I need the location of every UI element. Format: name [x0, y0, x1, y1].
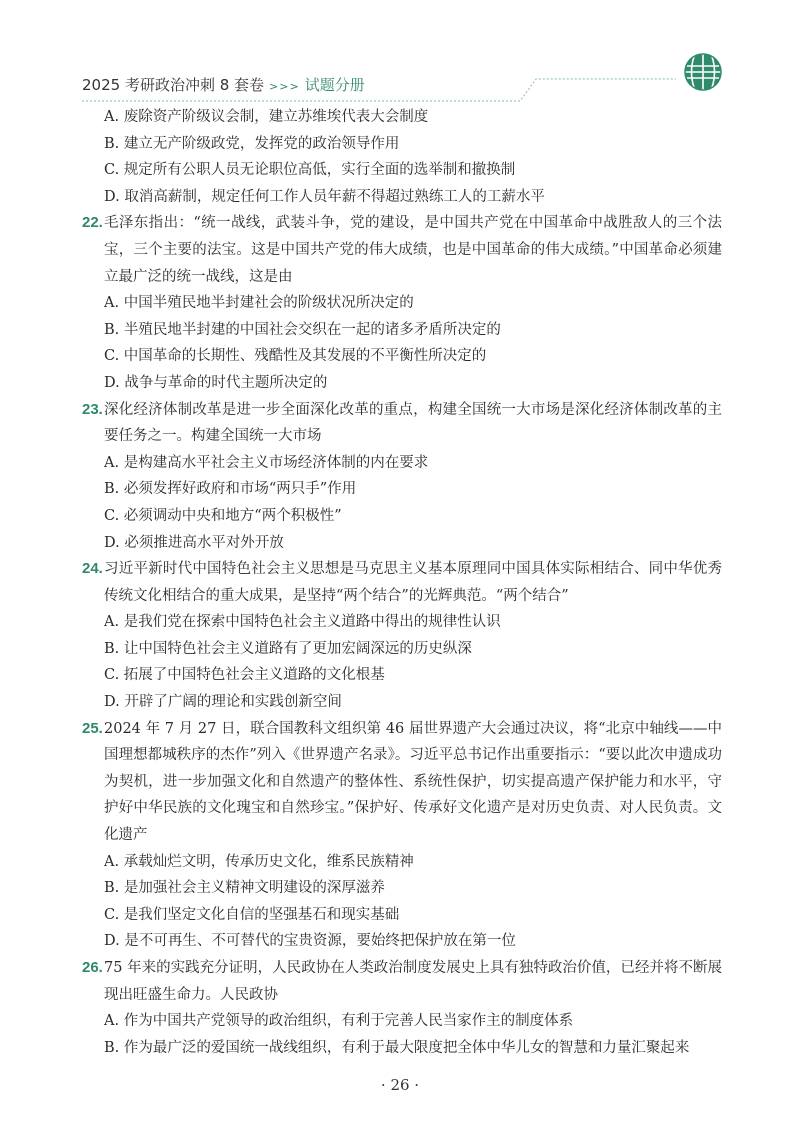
question-stem: 毛泽东指出：“统一战线，武装斗争，党的建设，是中国共产党在中国革命中战胜敌人的三个法宝，三个主要的法宝。这是中国共产党的伟大成绩，也是中国革命的伟大成绩。”中国革命必须建立最广泛的统一战线，这是由 [104, 215, 722, 285]
option-item: A. 承载灿烂文明，传承历史文化，维系民族精神 [104, 853, 414, 870]
option-item: B. 建立无产阶级政党，发挥党的政治领导作用 [104, 135, 400, 152]
question-stem: 深化经济体制改革是进一步全面深化改革的重点，构建全国统一大市场是深化经济体制改革的主要任务之一。构建全国统一大市场 [104, 401, 722, 445]
option-item: C. 拓展了中国特色社会主义道路的文化根基 [104, 667, 385, 684]
question-stem: 2024 年 7 月 27 日，联合国教科文组织第 46 届世界遗产大会通过决议，将“北京中轴线——中国理想都城秩序的杰作”列入《世界遗产名录》。习近平总书记作出重要指示：“要以此次申遗成功为契机，进一步加强文化和自然遗产的整体性、系统性保护，切实提高遗产保护能力和水平，守护好中华民族的文化瑰宝和自然珍宝。”保护好、传承好文化遗产是对历史负责、对人民负责。文化遗产 [104, 720, 722, 844]
option-item: A. 废除资产阶级议会制，建立苏维埃代表大会制度 [104, 109, 429, 125]
option-item: B. 必须发挥好政府和市场“两只手”作用 [104, 481, 357, 498]
option-item: D. 是不可再生、不可替代的宝贵资源，要始终把保护放在第一位 [104, 933, 516, 950]
option-item: C. 必须调动中央和地方“两个积极性” [104, 507, 342, 524]
question-number: 22. [82, 214, 103, 232]
option-item: D. 必须推进高水平对外开放 [104, 534, 284, 551]
option-item: A. 是构建高水平社会主义市场经济体制的内在要求 [104, 454, 429, 471]
question-list [82, 104, 722, 1061]
option-item: D. 开辟了广阔的理论和实践创新空间 [104, 694, 342, 711]
option-item: C. 是我们坚定文化自信的坚强基石和现实基础 [104, 906, 400, 923]
question-stem: 75 年来的实践充分证明，人民政协在人类政治制度发展史上具有独特政治价值，已经并将不断展现出旺盛生命力。人民政协 [104, 960, 722, 1003]
header-divider [0, 0, 800, 120]
option-item: D. 战争与革命的时代主题所决定的 [104, 374, 328, 391]
continued-options [82, 104, 722, 210]
question-number: 24. [82, 560, 103, 578]
globe-logo-icon [683, 52, 723, 92]
option-item: B. 半殖民地半封建的中国社会交织在一起的诸多矛盾所决定的 [104, 321, 501, 338]
option-item: B. 是加强社会主义精神文明建设的深厚滋养 [104, 880, 385, 897]
option-item: A. 中国半殖民地半封建社会的阶级状况所决定的 [104, 295, 414, 312]
question-22 [82, 210, 722, 290]
option-item: C. 中国革命的长期性、残酷性及其发展的不平衡性所决定的 [104, 348, 487, 365]
book-title: 2025 考研政治冲刺 8 套卷 [82, 76, 265, 94]
option-item: A. 是我们党在探索中国特色社会主义道路中得出的规律性认识 [104, 614, 501, 631]
question-number: 23. [82, 400, 103, 418]
option-item: B. 作为最广泛的爱国统一战线组织，有利于最大限度把全体中华儿女的智慧和力量汇聚起来 [104, 1039, 690, 1056]
question-26 [82, 955, 722, 1008]
question-stem: 习近平新时代中国特色社会主义思想是马克思主义基本原理同中国具体实际相结合、同中华优秀传统文化相结合的重大成果，是坚持“两个结合”的光辉典范。“两个结合” [104, 561, 722, 604]
booklet-subtitle: 试题分册 [304, 76, 365, 94]
option-item: A. 作为中国共产党领导的政治组织，有利于完善人民当家作主的制度体系 [104, 1013, 574, 1030]
page-number: · 26 · [380, 1076, 420, 1094]
question-23 [82, 397, 722, 450]
question-25 [82, 716, 722, 849]
option-item: D. 取消高薪制，规定任何工作人员年薪不得超过熟练工人的工薪水平 [104, 188, 545, 205]
header-arrows: >>> [269, 80, 300, 93]
question-number: 25. [82, 719, 103, 737]
option-item: C. 规定所有公职人员无论职位高低，实行全面的选举制和撤换制 [104, 162, 516, 179]
option-item: B. 让中国特色社会主义道路有了更加宏阔深远的历史纵深 [104, 640, 472, 657]
question-number: 26. [82, 959, 103, 976]
question-24 [82, 556, 722, 609]
